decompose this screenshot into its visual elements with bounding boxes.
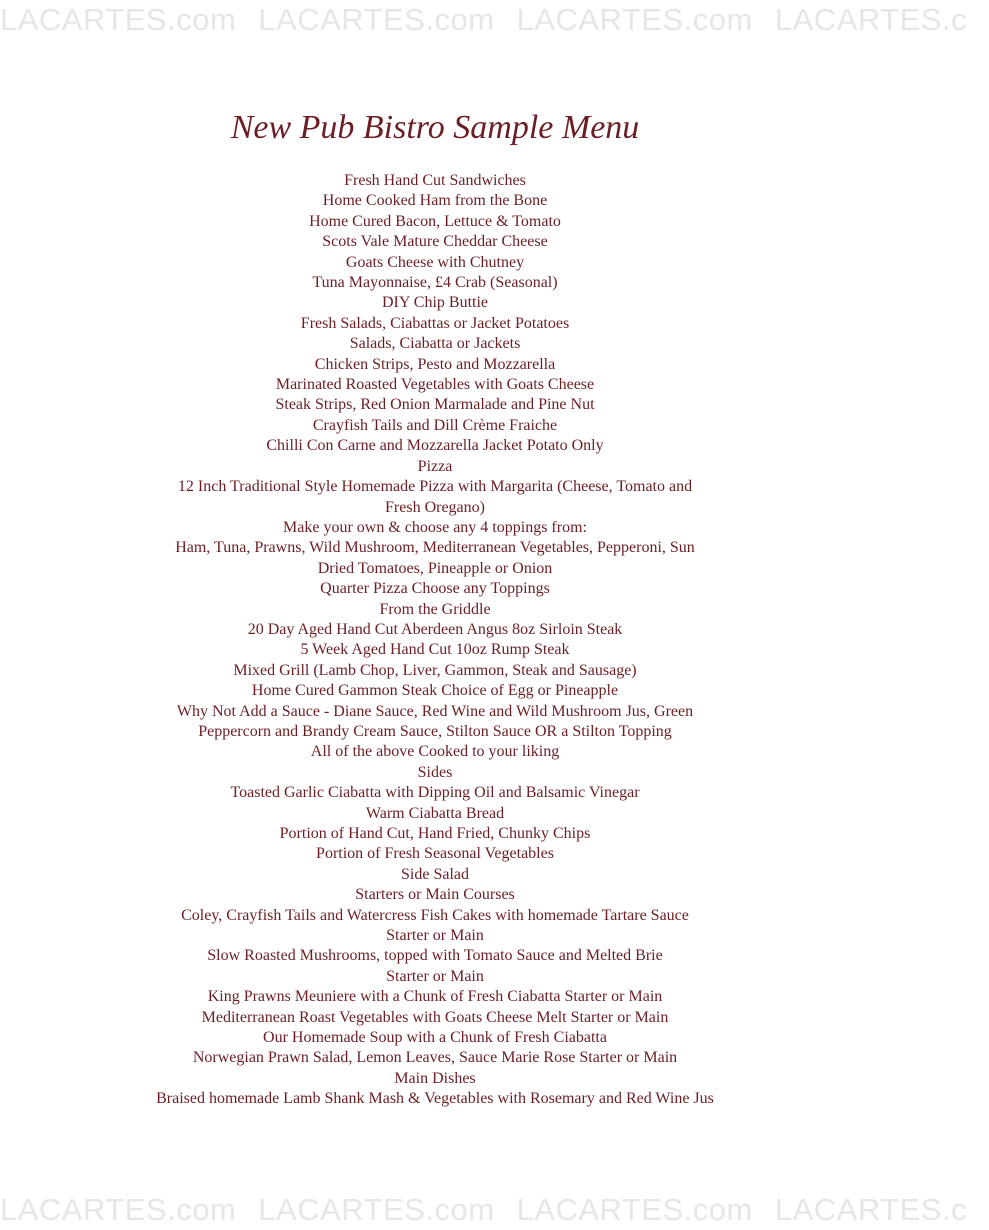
menu-line: Scots Vale Mature Cheddar Cheese [322,233,548,251]
watermark-top [0,2,968,38]
menu-list [130,171,740,1110]
menu-line: Ham, Tuna, Prawns, Wild Mushroom, Mediterranean Vegetables, Pepperoni, Sun [175,539,695,557]
menu-line: Toasted Garlic Ciabatta with Dipping Oil and Balsamic Vinegar [230,784,640,802]
menu-line: Crayfish Tails and Dill Crème Fraiche [312,416,558,434]
menu-line: Make your own & choose any 4 toppings from: [283,518,587,536]
menu-line: Our Homemade Soup with a Chunk of Fresh Ciabatta [263,1029,607,1047]
menu-line: Home Cured Gammon Steak Choice of Egg or Pineapple [251,682,619,700]
menu-line: Mediterranean Roast Vegetables with Goats Cheese Melt Starter or Main [201,1008,669,1026]
menu-line: King Prawns Meuniere with a Chunk of Fresh Ciabatta Starter or Main [207,988,663,1006]
menu-line: Portion of Fresh Seasonal Vegetables [316,845,554,863]
menu-line: Chilli Con Carne and Mozzarella Jacket Potato Only [266,437,604,455]
menu-line: Salads, Ciabatta or Jackets [349,335,521,353]
menu-line: 12 Inch Traditional Style Homemade Pizza with Margarita (Cheese, Tomato and [177,478,693,496]
menu-line: Why Not Add a Sauce - Diane Sauce, Red Wine and Wild Mushroom Jus, Green [176,702,694,720]
menu-line: Starters or Main Courses [355,886,515,904]
menu-line: Marinated Roasted Vegetables with Goats Cheese [275,376,595,394]
watermark-text: LACARTES.com [516,1192,753,1227]
menu-line: Starter or Main [386,927,484,945]
menu-line: Sides [417,763,453,781]
menu-line: Fresh Salads, Ciabattas or Jacket Potatoes [300,314,570,332]
menu-line: Fresh Oregano) [385,498,485,516]
menu-line: Portion of Hand Cut, Hand Fried, Chunky Chips [279,825,591,842]
watermark-text: LACARTES.com [0,2,237,37]
menu-line: Starter or Main [386,967,484,985]
menu-line: Home Cured Bacon, Lettuce & Tomato [309,212,561,230]
menu-line: Slow Roasted Mushrooms, topped with Tomato Sauce and Melted Brie [207,947,663,965]
menu-line: 5 Week Aged Hand Cut 10oz Rump Steak [300,641,570,659]
watermark-text: LACARTES.com [516,2,753,37]
menu-line: From the Griddle [379,600,491,618]
watermark-text: LACARTES.com [0,1192,237,1227]
menu-line: Home Cooked Ham from the Bone [322,192,548,210]
menu-line: Steak Strips, Red Onion Marmalade and Pine Nut [275,396,595,414]
menu-line: Quarter Pizza Choose any Toppings [320,580,550,598]
menu-line: Goats Cheese with Chutney [345,253,525,271]
menu-line: Main Dishes [394,1069,476,1087]
menu-line: All of the above Cooked to your liking [310,743,560,761]
menu-line: Coley, Crayfish Tails and Watercress Fish Cakes with homemade Tartare Sauce [181,906,689,924]
page-title: New Pub Bistro Sample Menu [230,109,640,146]
menu-line: Norwegian Prawn Salad, Lemon Leaves, Sauce Marie Rose Starter or Main [192,1049,678,1067]
menu-line: Dried Tomatoes, Pineapple or Onion [317,559,553,577]
menu-line: Warm Ciabatta Bread [365,804,505,822]
menu-line: Tuna Mayonnaise, £4 Crab (Seasonal) [312,274,558,292]
watermark-text: LACARTES.c [774,1192,968,1227]
menu-line: Braised homemade Lamb Shank Mash & Vegetables with Rosemary and Red Wine Jus [156,1090,714,1108]
watermark-text: LACARTES.com [258,2,495,37]
menu-line: Mixed Grill (Lamb Chop, Liver, Gammon, Steak and Sausage) [233,661,637,679]
menu-line: Fresh Hand Cut Sandwiches [344,172,526,189]
menu-line: Peppercorn and Brandy Cream Sauce, Stilton Sauce OR a Stilton Topping [198,722,672,740]
menu-line: 20 Day Aged Hand Cut Aberdeen Angus 8oz Sirloin Steak [247,620,623,638]
watermark-text: LACARTES.com [258,1192,495,1227]
menu-line: DIY Chip Buttie [381,294,489,312]
menu-line: Pizza [417,457,453,475]
watermark-bottom [0,1192,968,1228]
menu-line: Chicken Strips, Pesto and Mozzarella [314,355,556,373]
watermark-text: LACARTES.c [774,2,968,37]
menu-line: Side Salad [401,865,469,883]
